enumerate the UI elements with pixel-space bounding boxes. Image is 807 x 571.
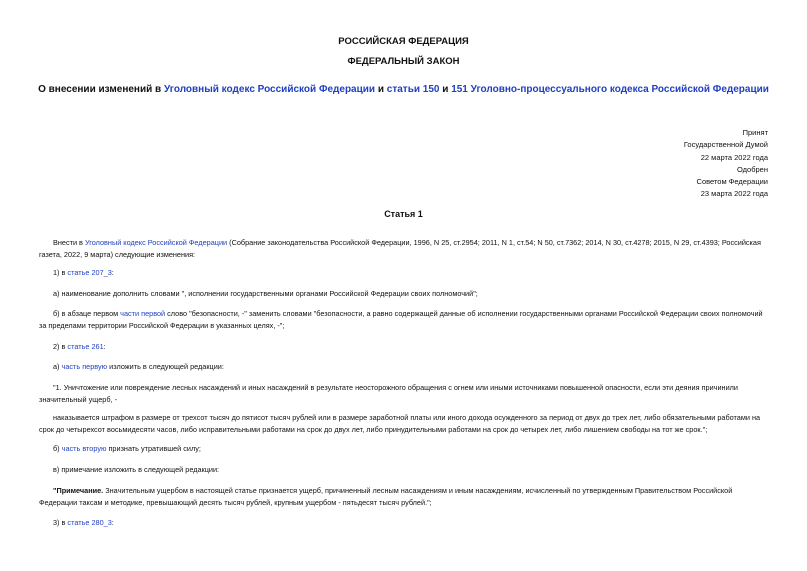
article-280-3-link[interactable]: статье 280_3: [67, 518, 112, 527]
item-2a: [39, 361, 768, 373]
title-text: и: [439, 84, 452, 95]
criminal-code-link[interactable]: Уголовный кодекс Российской Федерации: [84, 238, 228, 247]
adoption-line: Одобрен: [737, 164, 768, 174]
article-261-link[interactable]: статье 261: [67, 342, 104, 351]
adoption-line: Советом Федерации: [696, 177, 768, 187]
note-label: "Примечание.: [53, 486, 104, 495]
part-one-link[interactable]: часть первую: [61, 362, 108, 371]
paragraph-text: б) в абзаце первом: [53, 309, 121, 318]
item-1b: [39, 308, 768, 332]
paragraph-text: признать утратившей силу;: [106, 444, 201, 453]
item-1: [39, 267, 768, 279]
country-heading: РОССИЙСКАЯ ФЕДЕРАЦИЯ: [338, 36, 469, 47]
adoption-line: Принят: [742, 128, 768, 137]
adoption-info: [684, 127, 768, 201]
note-paragraph: [39, 485, 768, 509]
paragraph-text: изложить в следующей редакции:: [107, 362, 224, 371]
paragraph-text: :: [111, 518, 114, 527]
item-2b: [39, 443, 768, 455]
law-title: [0, 84, 807, 95]
law-type-heading: ФЕДЕРАЛЬНЫЙ ЗАКОН: [347, 56, 460, 67]
criminal-code-link[interactable]: Уголовный кодекс Российской Федерации: [163, 84, 376, 95]
paragraph-text: (Собрание законодательства Российской Федерации, 1996, N 25, ст.2954; 2011, N 1, ст.54; N 50, ст.7362; 2014, N 30, ст.4278; 2015, N 29, ст.4393; Российская газета, 2022, 9 марта) следующие изменения:: [39, 238, 761, 259]
adoption-line: Государственной Думой: [683, 140, 768, 150]
part-one-link[interactable]: части первой: [120, 309, 166, 318]
title-text: и: [375, 84, 387, 95]
paragraph-text: а): [53, 362, 62, 371]
quoted-sanction: наказывается штрафом в размере от трехсот тысяч до пятисот тысяч рублей или в размере заработной платы или иного дохода осужденного за период от двух до трех лет, либо обязательными работами на срок до четырехсот восьмидесяти часов, либо исправительными работами на срок до двух лет, либо принудительными работами на срок до четырех лет, либо лишением свободы на тот же срок.";: [39, 413, 761, 434]
note-text: Значительным ущербом в настоящей статье признается ущерб, причиненный лесным насаждениям и иным насаждениям, исчисленный по утвержденным Правительством Российской Федерации таксам и методике, превышающий десять тысяч рублей, крупным ущербом - пятьдесят тысяч рублей.";: [39, 486, 733, 507]
title-text: О внесении изменений в: [38, 84, 164, 95]
paragraph-text: 1) в: [53, 268, 68, 277]
paragraph-text: :: [111, 268, 114, 277]
part-two-link[interactable]: часть вторую: [61, 444, 107, 453]
paragraph-text: б): [53, 444, 62, 453]
item-1a: а) наименование дополнить словами ", исполнении государственными органами Российской Федерации своих полномочий";: [53, 289, 478, 298]
article-151-link[interactable]: 151 Уголовно-процессуального кодекса Российской Федерации: [451, 84, 769, 95]
paragraph-text: слово "безопасности, -" заменить словами "безопасности, а равно содержащей данные об исполнении государственными органами Российской Федерации своих полномочий за пределами территории Российской Федерации в указанных целях, -";: [39, 309, 763, 330]
article-150-link[interactable]: статьи 150: [386, 84, 440, 95]
paragraph-text: 2) в: [53, 342, 68, 351]
article-207-3-link[interactable]: статье 207_3: [67, 268, 112, 277]
paragraph-text: 3) в: [53, 518, 68, 527]
adoption-line: 23 марта 2022 года: [700, 189, 768, 199]
quoted-part-one: "1. Уничтожение или повреждение лесных насаждений и иных насаждений в результате неосторожного обращения с огнем или иными источниками повышенной опасности, если эти деяния причинили значительный ущерб, -: [39, 383, 738, 404]
item-2c: в) примечание изложить в следующей редакции:: [53, 465, 220, 474]
article-heading: Статья 1: [384, 209, 423, 219]
item-2: [39, 341, 768, 353]
paragraph-text: :: [103, 342, 106, 351]
item-3: [39, 517, 768, 529]
adoption-line: 22 марта 2022 года: [700, 152, 768, 162]
paragraph-text: Внести в: [53, 238, 85, 247]
intro-paragraph: [39, 237, 768, 261]
